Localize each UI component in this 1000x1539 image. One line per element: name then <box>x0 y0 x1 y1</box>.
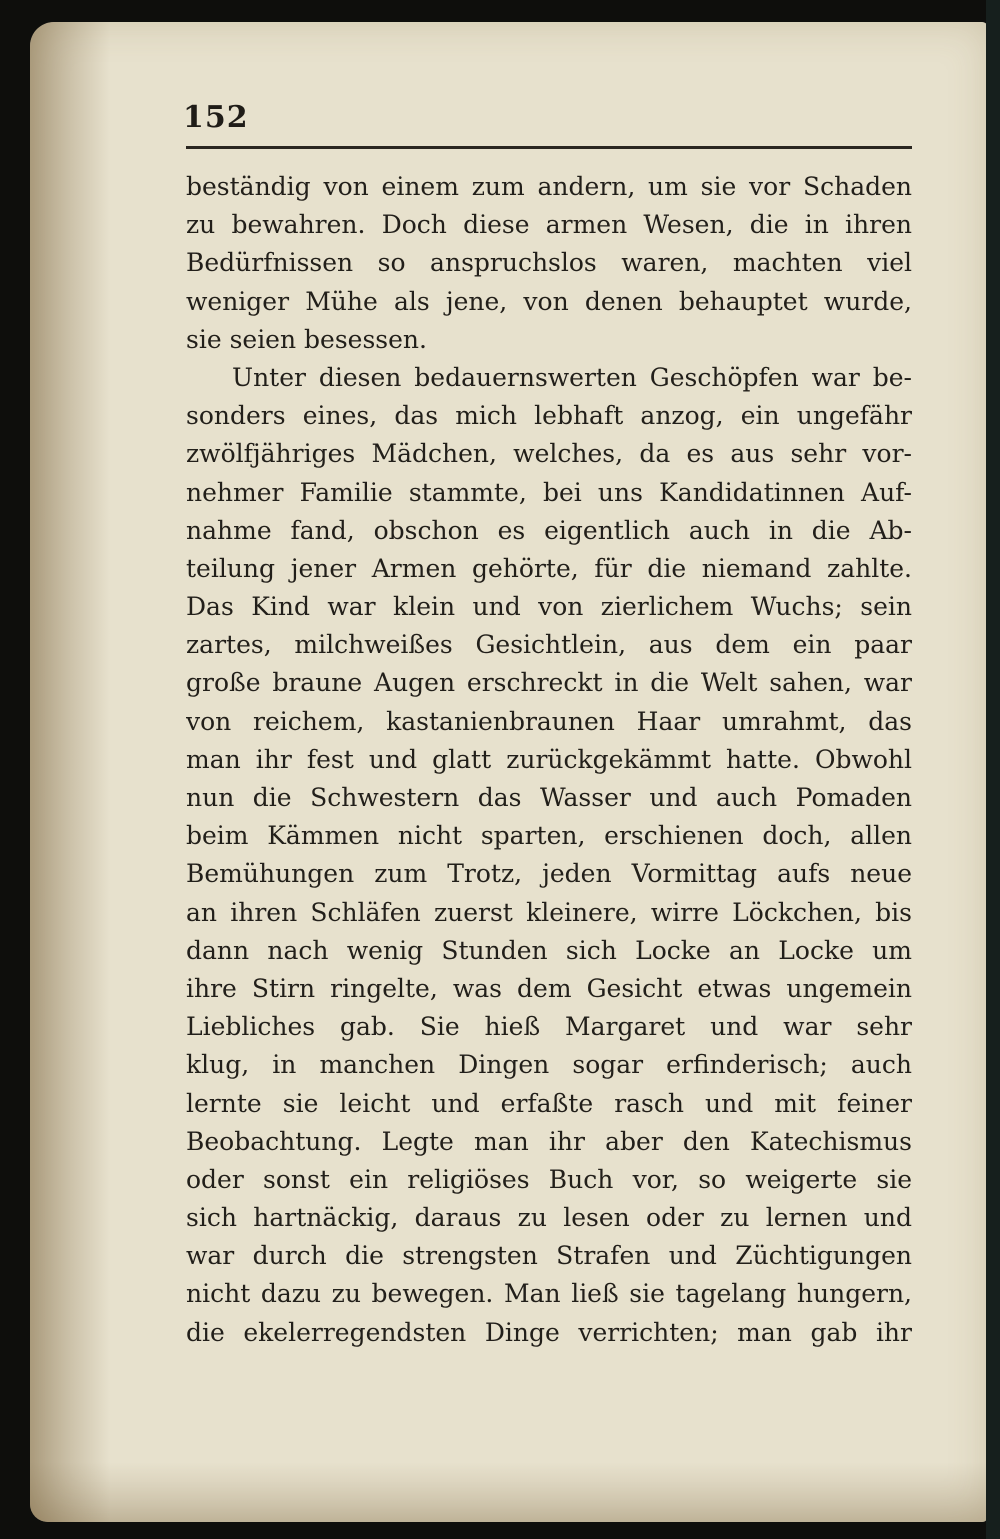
text-line: große braune Augen erschreckt in die Welt sahen, war <box>186 668 912 698</box>
text-line: Unter diesen bedauernswerten Geschöpfen war be- <box>232 362 912 392</box>
text-line: zartes, milchweißes Gesichtlein, aus dem ein paar <box>186 630 912 660</box>
text-line: lernte sie leicht und erfaßte rasch und mit feiner <box>186 1088 912 1118</box>
binding-shadow <box>30 22 110 1522</box>
body-text <box>186 168 912 1352</box>
text-line: weniger Mühe als jene, von denen behauptet wurde, <box>186 286 912 316</box>
text-line: nahme fand, obschon es eigentlich auch in die Ab- <box>186 515 912 545</box>
text-line: an ihren Schläfen zuerst kleinere, wirre Löckchen, bis <box>186 897 912 927</box>
text-line: teilung jener Armen gehörte, für die niemand zahlte. <box>186 553 912 583</box>
bottom-shadow <box>30 1462 988 1522</box>
text-line: oder sonst ein religiöses Buch vor, so weigerte sie <box>186 1164 912 1194</box>
text-line: sich hartnäckig, daraus zu lesen oder zu lernen und <box>186 1203 912 1233</box>
text-line: ihre Stirn ringelte, was dem Gesicht etwas ungemein <box>186 973 912 1003</box>
text-line: nun die Schwestern das Wasser und auch Pomaden <box>186 783 912 812</box>
header-rule <box>186 146 912 149</box>
book-cover-edge <box>986 0 1000 1539</box>
page-number: 152 <box>183 100 249 135</box>
text-line: beständig von einem zum andern, um sie vor Schaden <box>186 172 912 201</box>
text-line: sonders eines, das mich lebhaft anzog, ein ungefähr <box>186 401 912 431</box>
text-line: von reichem, kastanienbraunen Haar umrahmt, das <box>186 706 912 736</box>
text-line: zu bewahren. Doch diese armen Wesen, die in ihren <box>186 210 912 240</box>
text-line: Beobachtung. Legte man ihr aber den Katechismus <box>186 1126 912 1156</box>
text-line: war durch die strengsten Strafen und Züchtigungen <box>186 1241 912 1271</box>
text-line: man ihr fest und glatt zurückgekämmt hatte. Obwohl <box>186 744 912 774</box>
text-line: klug, in manchen Dingen sogar erfinderisch; auch <box>186 1050 912 1080</box>
text-line: Bedürfnissen so anspruchslos waren, machten viel <box>186 248 912 278</box>
text-line: zwölfjähriges Mädchen, welches, da es aus sehr vor- <box>186 439 912 469</box>
text-line: beim Kämmen nicht sparten, erschienen doch, allen <box>186 821 912 851</box>
text-line: sie seien besessen. <box>186 324 427 354</box>
text-line: Bemühungen zum Trotz, jeden Vormittag aufs neue <box>186 859 912 889</box>
text-line: die ekelerregendsten Dinge verrichten; man gab ihr <box>186 1317 912 1347</box>
text-line: Das Kind war klein und von zierlichem Wuchs; sein <box>186 592 912 622</box>
text-line: nehmer Familie stammte, bei uns Kandidatinnen Auf- <box>186 477 912 507</box>
text-line: nicht dazu zu bewegen. Man ließ sie tagelang hungern, <box>186 1279 912 1309</box>
text-line: Liebliches gab. Sie hieß Margaret und war sehr <box>186 1012 912 1042</box>
text-line: dann nach wenig Stunden sich Locke an Locke um <box>186 935 912 965</box>
